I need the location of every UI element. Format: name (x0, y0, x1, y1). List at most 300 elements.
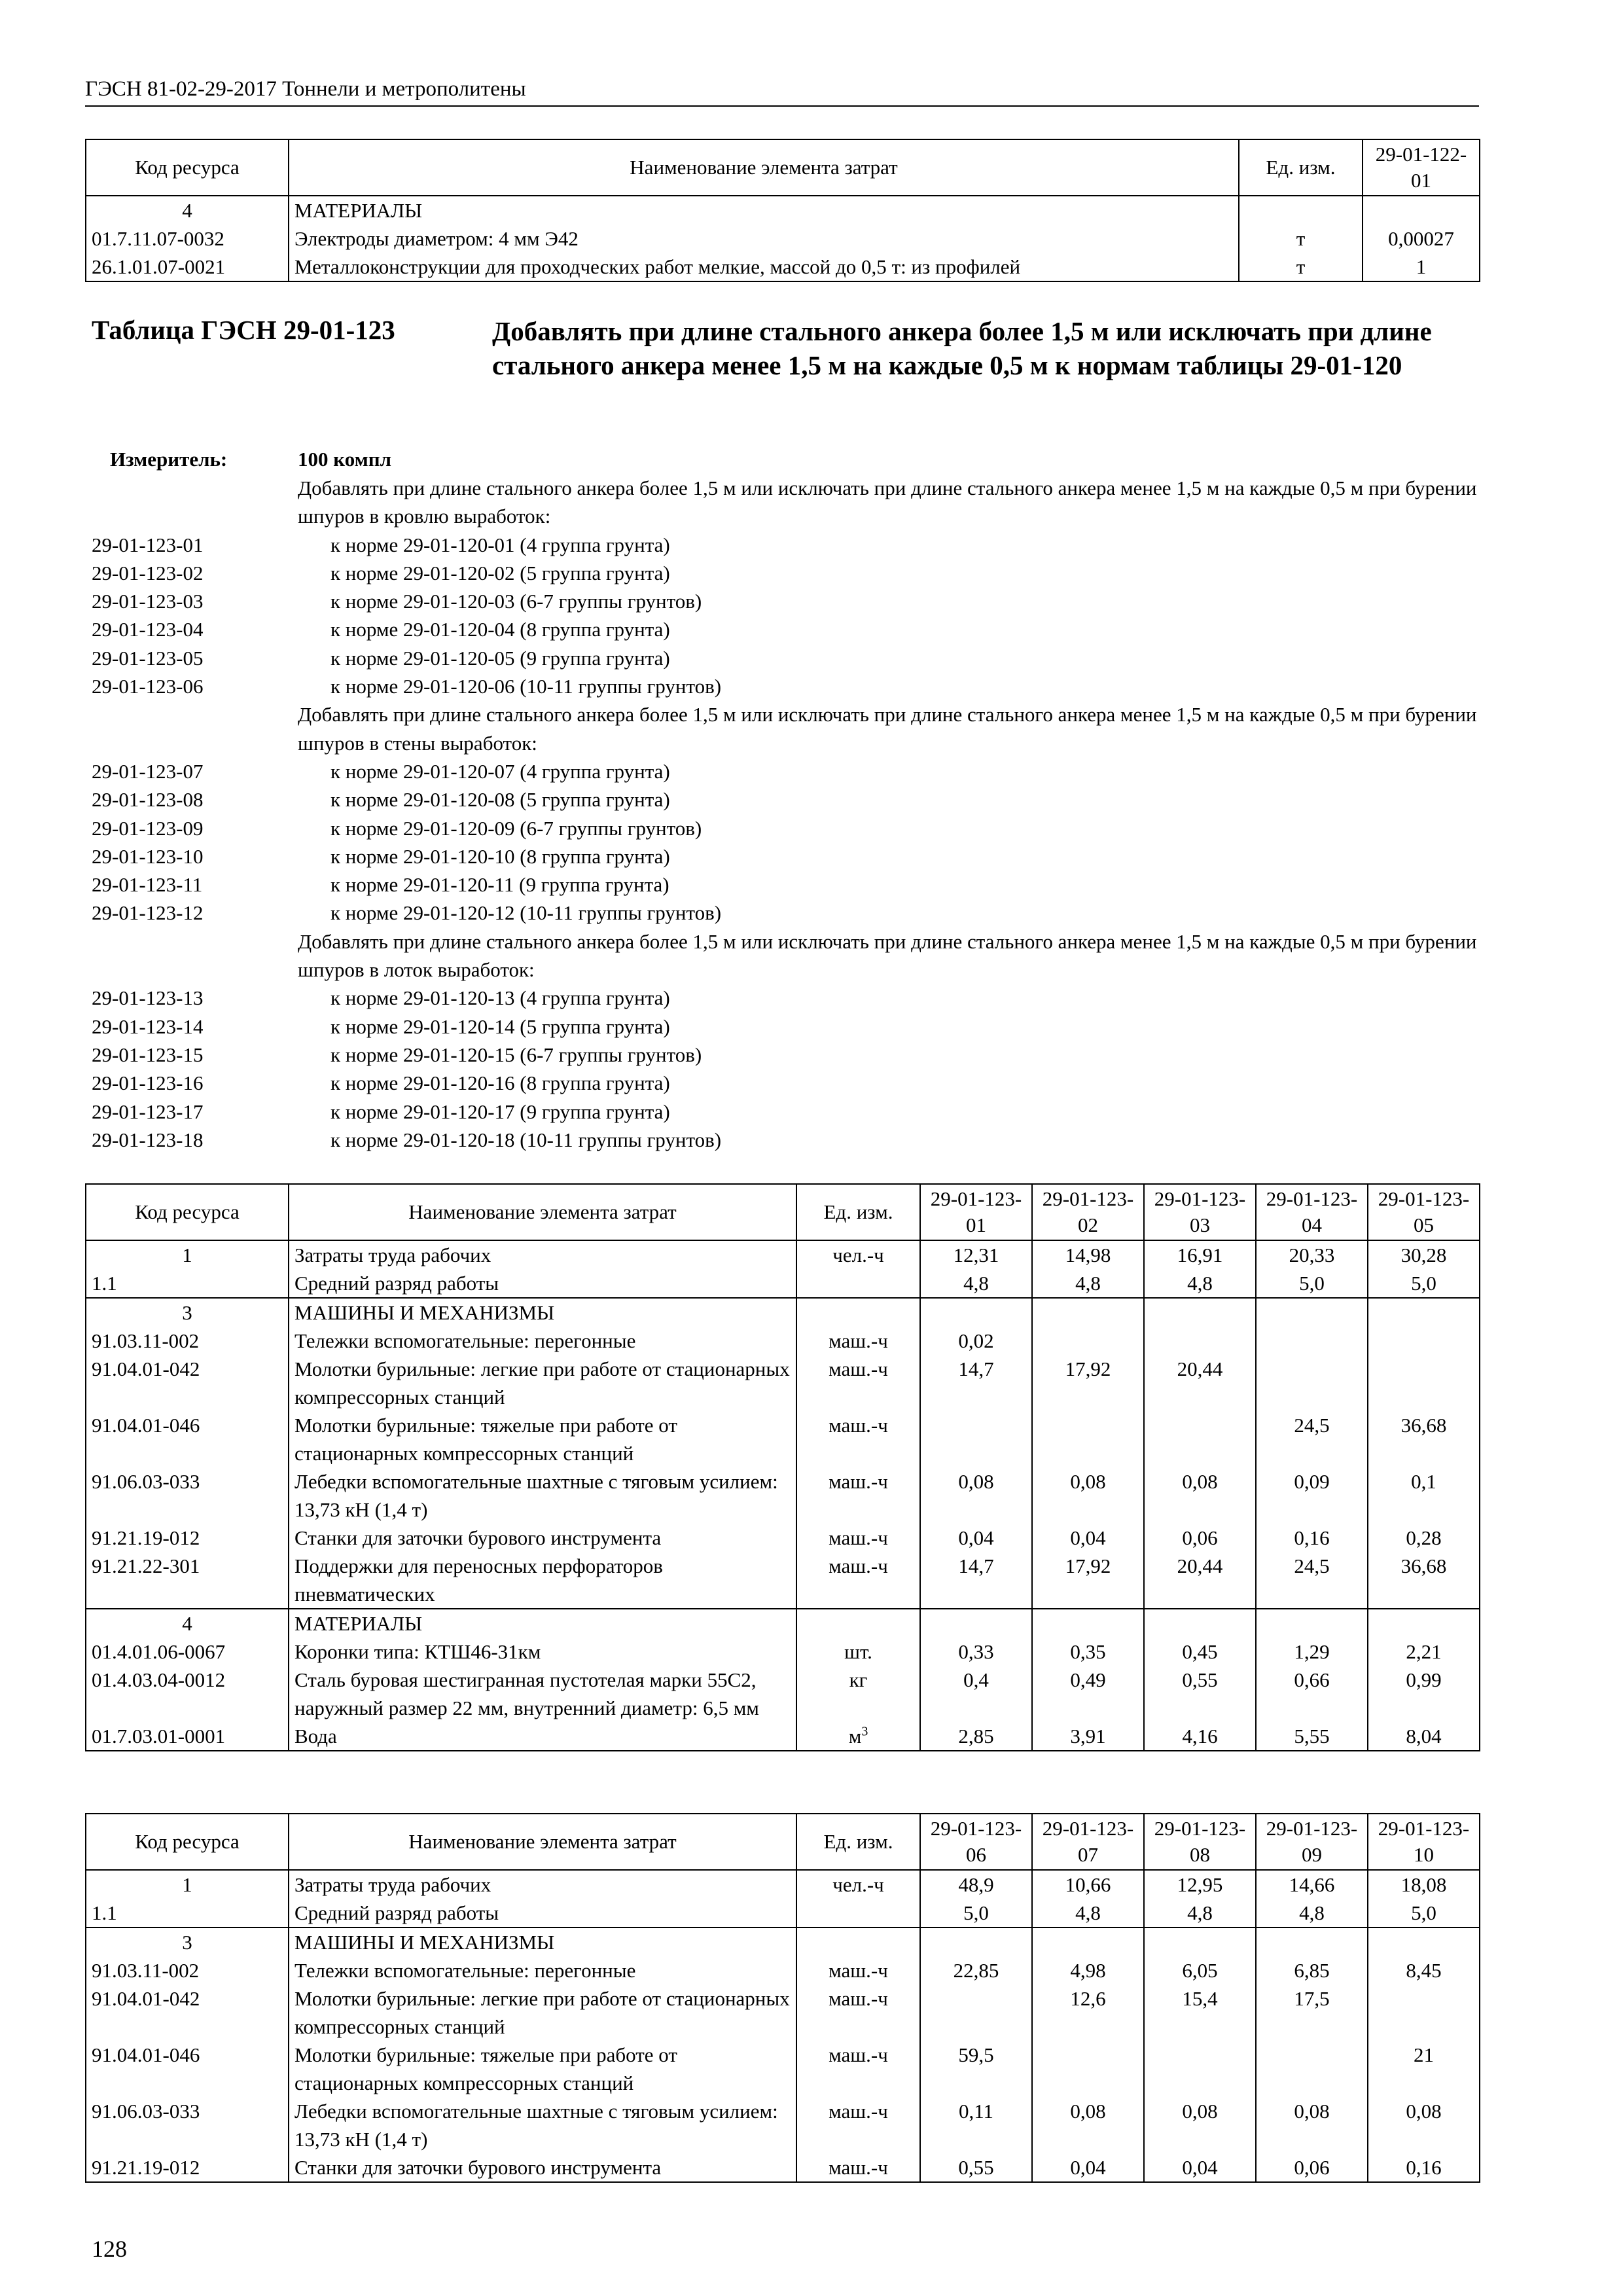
norm-value: 6,05 (1144, 1956, 1256, 1984)
norm-value: 14,7 (920, 1355, 1032, 1411)
resource-unit (796, 1355, 920, 1411)
table-row (86, 1722, 1480, 1751)
norm-reference: к норме 29-01-120-10 (8 группа грунта) (330, 844, 670, 868)
norm-reference: к норме 29-01-120-12 (10-11 группы грунтов) (330, 901, 722, 925)
resource-name: Станки для заточки бурового инструмента (289, 2153, 796, 2182)
norm-reference: к норме 29-01-120-06 (10-11 группы грунтов) (330, 675, 722, 698)
norm-value (1032, 1327, 1144, 1355)
table-row (86, 1327, 1480, 1355)
resource-code: 4 (86, 1609, 289, 1638)
resource-unit (796, 1552, 920, 1609)
unit-superscript: 3 (861, 1724, 868, 1739)
norm-value: 2,21 (1368, 1638, 1480, 1666)
resource-name: Поддержки для переносных перфораторов пневматических (289, 1552, 796, 1609)
norm-value: 8,04 (1368, 1722, 1480, 1751)
table-row (86, 253, 1480, 281)
norm-code: 29-01-123-09 (92, 816, 204, 840)
norm-value: 0,99 (1368, 1666, 1480, 1722)
norm-item (92, 1041, 1492, 1069)
norm-value: 20,44 (1144, 1552, 1256, 1609)
norm-value (920, 1928, 1032, 1956)
norm-value: 4,98 (1032, 1956, 1144, 1984)
table-row (86, 2153, 1480, 2182)
norm-value: 14,66 (1256, 1870, 1368, 1899)
norm-value (1144, 2041, 1256, 2097)
resource-name: Молотки бурильные: тяжелые при работе от стационарных компрессорных станций (289, 1411, 796, 1467)
unit-text: маш.-ч (829, 1526, 888, 1549)
norm-value: 0,04 (920, 1524, 1032, 1552)
norm-value (1144, 1327, 1256, 1355)
norm-value: 0,45 (1144, 1638, 1256, 1666)
resource-table-2 (85, 1813, 1480, 2183)
norm-value: 5,0 (920, 1899, 1032, 1928)
column-header: 29-01-123-02 (1032, 1184, 1144, 1240)
resource-code: 91.21.22-301 (86, 1552, 289, 1609)
norm-item (92, 531, 1492, 559)
norm-value (1368, 1355, 1480, 1411)
resource-code: 91.03.11-002 (86, 1327, 289, 1355)
section-name: МАТЕРИАЛЫ (289, 196, 1239, 224)
norm-value: 0,06 (1144, 1524, 1256, 1552)
unit-text: маш.-ч (829, 1357, 888, 1380)
resource-name: Сталь буровая шестигранная пустотелая марки 55С2, наружный размер 22 мм, внутренний диаметр: 6,5 мм (289, 1666, 796, 1722)
unit-text: чел.-ч (832, 1244, 884, 1266)
resource-value: 0,00027 (1363, 224, 1480, 253)
norm-code: 29-01-123-17 (92, 1100, 204, 1123)
norm-value: 0,49 (1032, 1666, 1144, 1722)
norm-value: 0,08 (1144, 1467, 1256, 1524)
resource-unit (796, 1240, 920, 1269)
norm-item (92, 757, 1492, 785)
table-row (86, 1609, 1480, 1638)
norm-value: 0,04 (1032, 1524, 1144, 1552)
column-header: Код ресурса (86, 1814, 289, 1870)
norm-value: 6,85 (1256, 1956, 1368, 1984)
norm-value: 18,08 (1368, 1870, 1480, 1899)
resource-code: 1 (86, 1240, 289, 1269)
norm-value: 8,45 (1368, 1956, 1480, 1984)
norm-value: 4,8 (1256, 1899, 1368, 1928)
table-row (86, 1467, 1480, 1524)
measure-value: 100 компл (298, 448, 391, 471)
table-row (86, 224, 1480, 253)
top-resource-table (85, 139, 1480, 282)
resource-name: Средний разряд работы (289, 1899, 796, 1928)
resource-code: 01.7.03.01-0001 (86, 1722, 289, 1751)
norm-value: 0,35 (1032, 1638, 1144, 1666)
norm-reference: к норме 29-01-120-13 (4 группа грунта) (330, 986, 670, 1010)
resource-name: Коронки типа: КТШ46-31км (289, 1638, 796, 1666)
resource-unit (796, 1666, 920, 1722)
norm-reference: к норме 29-01-120-11 (9 группа грунта) (330, 873, 669, 897)
resource-unit (796, 2097, 920, 2153)
resource-name: Электроды диаметром: 4 мм Э42 (289, 224, 1239, 253)
resource-unit (796, 2041, 920, 2097)
unit-text: маш.-ч (829, 1329, 888, 1352)
norm-item (92, 785, 1492, 814)
column-header: Ед. изм. (796, 1184, 920, 1240)
norm-value: 22,85 (920, 1956, 1032, 1984)
norm-value (1256, 1928, 1368, 1956)
unit-text: маш.-ч (829, 2100, 888, 2123)
resource-code: 3 (86, 1298, 289, 1327)
resource-name: Тележки вспомогательные: перегонные (289, 1327, 796, 1355)
resource-name: Средний разряд работы (289, 1269, 796, 1298)
norm-code: 29-01-123-04 (92, 618, 204, 641)
resource-unit (796, 1609, 920, 1638)
norm-value: 12,95 (1144, 1870, 1256, 1899)
column-header: 29-01-123-06 (920, 1814, 1032, 1870)
norm-reference: к норме 29-01-120-09 (6-7 группы грунтов) (330, 816, 702, 840)
norm-code: 29-01-123-06 (92, 675, 204, 698)
norm-code: 29-01-123-14 (92, 1014, 204, 1038)
table-description: Добавлять при длине стального анкера более 1,5 м или исключать при длине стального анкера менее 1,5 м на каждые 0,5 м к нормам таблицы 29-01-120 (492, 316, 1432, 380)
resource-name: Лебедки вспомогательные шахтные с тяговым усилием: 13,73 кН (1,4 т) (289, 2097, 796, 2153)
norm-value: 0,66 (1256, 1666, 1368, 1722)
norm-value (1032, 2041, 1144, 2097)
norm-value: 5,55 (1256, 1722, 1368, 1751)
column-header: 29-01-123-05 (1368, 1184, 1480, 1240)
norm-value: 36,68 (1368, 1552, 1480, 1609)
table-row (86, 1666, 1480, 1722)
norm-value: 0,16 (1256, 1524, 1368, 1552)
resource-name: Молотки бурильные: легкие при работе от стационарных компрессорных станций (289, 1984, 796, 2041)
column-header: 29-01-123-09 (1256, 1814, 1368, 1870)
norm-value: 20,44 (1144, 1355, 1256, 1411)
norm-code: 29-01-123-10 (92, 844, 204, 868)
resource-code: 01.4.03.04-0012 (86, 1666, 289, 1722)
unit-text: маш.-ч (829, 1987, 888, 2010)
resource-code: 26.1.01.07-0021 (86, 253, 289, 281)
norm-code: 29-01-123-07 (92, 759, 204, 783)
norm-value: 0,08 (920, 1467, 1032, 1524)
norm-code: 29-01-123-15 (92, 1043, 204, 1066)
norm-value (1032, 1411, 1144, 1467)
norm-value: 0,33 (920, 1638, 1032, 1666)
resource-table-1 (85, 1183, 1480, 1751)
unit-text: маш.-ч (829, 1414, 888, 1437)
norm-value: 15,4 (1144, 1984, 1256, 2041)
norm-reference: к норме 29-01-120-08 (5 группа грунта) (330, 788, 670, 812)
resource-name: МАШИНЫ И МЕХАНИЗМЫ (289, 1298, 796, 1327)
norm-value (1368, 1928, 1480, 1956)
resource-unit (796, 1899, 920, 1928)
table-row (86, 1984, 1480, 2041)
norm-item (92, 1098, 1492, 1126)
norm-code: 29-01-123-16 (92, 1071, 204, 1095)
norm-reference: к норме 29-01-120-15 (6-7 группы грунтов) (330, 1043, 702, 1066)
resource-code: 91.06.03-033 (86, 2097, 289, 2153)
norm-value: 12,6 (1032, 1984, 1144, 2041)
table-row (86, 1269, 1480, 1298)
norm-value (1144, 1609, 1256, 1638)
norm-value (920, 1411, 1032, 1467)
unit-text: чел.-ч (832, 1873, 884, 1896)
column-header: 29-01-123-08 (1144, 1814, 1256, 1870)
norm-reference: к норме 29-01-120-04 (8 группа грунта) (330, 618, 670, 641)
norm-value: 17,92 (1032, 1355, 1144, 1411)
norm-reference: к норме 29-01-120-02 (5 группа грунта) (330, 561, 670, 584)
page-number: 128 (92, 2236, 127, 2262)
norm-value: 36,68 (1368, 1411, 1480, 1467)
norm-value: 24,5 (1256, 1411, 1368, 1467)
unit-text: маш.-ч (829, 1470, 888, 1493)
resource-code: 91.04.01-046 (86, 2041, 289, 2097)
norm-value: 0,04 (1144, 2153, 1256, 2182)
norm-value (1368, 1609, 1480, 1638)
norm-value: 21 (1368, 2041, 1480, 2097)
norm-value: 3,91 (1032, 1722, 1144, 1751)
norm-value (1368, 1327, 1480, 1355)
norm-item (92, 984, 1492, 1012)
norm-value: 4,16 (1144, 1722, 1256, 1751)
norm-value: 12,31 (920, 1240, 1032, 1269)
resource-name: МАТЕРИАЛЫ (289, 1609, 796, 1638)
norm-value: 17,5 (1256, 1984, 1368, 2041)
measure-label: Измеритель: (110, 448, 228, 471)
table-row (86, 1956, 1480, 1984)
col-header-norm: 29-01-122-01 (1363, 139, 1480, 196)
norm-value: 14,7 (920, 1552, 1032, 1609)
resource-unit: т (1239, 224, 1363, 253)
resource-code: 1.1 (86, 1269, 289, 1298)
resource-code: 1.1 (86, 1899, 289, 1928)
table-title: Таблица ГЭСН 29-01-123 (92, 315, 395, 345)
col-header-unit: Ед. изм. (1239, 139, 1363, 196)
resource-code: 91.06.03-033 (86, 1467, 289, 1524)
norm-value: 0,08 (1256, 2097, 1368, 2153)
resource-code: 91.03.11-002 (86, 1956, 289, 1984)
norm-value: 4,8 (1032, 1899, 1144, 1928)
norm-value (1256, 2041, 1368, 2097)
unit-text: шт. (844, 1640, 872, 1663)
norm-value: 0,04 (1032, 2153, 1144, 2182)
group-description: Добавлять при длине стального анкера более 1,5 м или исключать при длине стального анкера менее 1,5 м на каждые 0,5 м при бурении шпуров в кровлю выработок: (298, 476, 1477, 528)
norm-value (1032, 1609, 1144, 1638)
norm-value: 0,02 (920, 1327, 1032, 1355)
norm-value: 0,08 (1032, 2097, 1144, 2153)
norm-code: 29-01-123-12 (92, 901, 204, 925)
norm-value (1144, 1411, 1256, 1467)
col-header-code: Код ресурса (86, 139, 289, 196)
norm-value: 30,28 (1368, 1240, 1480, 1269)
norm-value: 24,5 (1256, 1552, 1368, 1609)
norm-item (92, 1126, 1492, 1154)
norm-value: 0,55 (920, 2153, 1032, 2182)
norm-value: 0,4 (920, 1666, 1032, 1722)
resource-name: Вода (289, 1722, 796, 1751)
unit-text: маш.-ч (829, 1554, 888, 1577)
norm-value (920, 1298, 1032, 1327)
norm-reference: к норме 29-01-120-07 (4 группа грунта) (330, 759, 670, 783)
resource-name: Станки для заточки бурового инструмента (289, 1524, 796, 1552)
resource-unit (796, 2153, 920, 2182)
norm-value: 0,08 (1368, 2097, 1480, 2153)
norm-item (92, 842, 1492, 870)
resource-unit (796, 1269, 920, 1298)
norm-value: 10,66 (1032, 1870, 1144, 1899)
norm-value: 16,91 (1144, 1240, 1256, 1269)
resource-unit (796, 1298, 920, 1327)
norm-value: 5,0 (1368, 1899, 1480, 1928)
resource-name: Тележки вспомогательные: перегонные (289, 1956, 796, 1984)
norm-value: 1,29 (1256, 1638, 1368, 1666)
norm-value (920, 1984, 1032, 2041)
norm-reference: к норме 29-01-120-16 (8 группа грунта) (330, 1071, 670, 1095)
norm-value: 14,98 (1032, 1240, 1144, 1269)
resource-unit (796, 1928, 920, 1956)
norm-value (920, 1609, 1032, 1638)
norm-code: 29-01-123-13 (92, 986, 204, 1010)
resource-name: Лебедки вспомогательные шахтные с тяговым усилием: 13,73 кН (1,4 т) (289, 1467, 796, 1524)
resource-code: 91.04.01-046 (86, 1411, 289, 1467)
norm-value: 59,5 (920, 2041, 1032, 2097)
column-header: Ед. изм. (796, 1814, 920, 1870)
unit-text: маш.-ч (829, 2156, 888, 2179)
resource-unit (796, 1722, 920, 1751)
table-row (86, 1928, 1480, 1956)
norm-value: 4,8 (1144, 1899, 1256, 1928)
column-header: 29-01-123-04 (1256, 1184, 1368, 1240)
resource-name: МАШИНЫ И МЕХАНИЗМЫ (289, 1928, 796, 1956)
resource-unit (796, 1524, 920, 1552)
norm-item (92, 870, 1492, 899)
group-description: Добавлять при длине стального анкера более 1,5 м или исключать при длине стального анкера менее 1,5 м на каждые 0,5 м при бурении шпуров в лоток выработок: (298, 929, 1477, 982)
norm-value: 48,9 (920, 1870, 1032, 1899)
norm-value: 5,0 (1368, 1269, 1480, 1298)
norm-value: 17,92 (1032, 1552, 1144, 1609)
unit-text: маш.-ч (829, 1959, 888, 1982)
group-description: Добавлять при длине стального анкера более 1,5 м или исключать при длине стального анкера менее 1,5 м на каждые 0,5 м при бурении шпуров в стены выработок: (298, 703, 1477, 755)
unit-text: кг (849, 1668, 868, 1691)
norm-value: 0,08 (1032, 1467, 1144, 1524)
resource-name: Металлоконструкции для проходческих работ мелкие, массой до 0,5 т: из профилей (289, 253, 1239, 281)
resource-code: 3 (86, 1928, 289, 1956)
resource-unit (796, 1984, 920, 2041)
unit-text: маш.-ч (829, 2043, 888, 2066)
resource-name: Затраты труда рабочих (289, 1870, 796, 1899)
norm-item (92, 672, 1492, 700)
table-row (86, 1298, 1480, 1327)
norm-code: 29-01-123-01 (92, 533, 204, 556)
table-row (86, 2097, 1480, 2153)
norm-item (92, 1013, 1492, 1041)
norm-reference: к норме 29-01-120-18 (10-11 группы грунтов) (330, 1128, 722, 1151)
norm-code: 29-01-123-11 (92, 873, 203, 897)
norm-reference: к норме 29-01-120-17 (9 группа грунта) (330, 1100, 670, 1123)
norm-code: 29-01-123-03 (92, 590, 204, 613)
table-row (86, 2041, 1480, 2097)
norm-value (1368, 1298, 1480, 1327)
col-header-name: Наименование элемента затрат (289, 139, 1239, 196)
table-row (86, 1638, 1480, 1666)
resource-unit (796, 1638, 920, 1666)
norm-reference: к норме 29-01-120-01 (4 группа грунта) (330, 533, 670, 556)
column-header: 29-01-123-07 (1032, 1814, 1144, 1870)
table-row (86, 1552, 1480, 1609)
norm-value: 0,06 (1256, 2153, 1368, 2182)
page-header: ГЭСН 81-02-29-2017 Тоннели и метрополитены (85, 77, 1479, 107)
resource-unit (796, 1956, 920, 1984)
unit-text: м (848, 1725, 862, 1748)
norm-value: 0,11 (920, 2097, 1032, 2153)
norm-value (1032, 1298, 1144, 1327)
resource-unit (796, 1327, 920, 1355)
resource-code: 91.04.01-042 (86, 1984, 289, 2041)
norm-item (92, 1069, 1492, 1097)
resource-code: 01.4.01.06-0067 (86, 1638, 289, 1666)
norm-code: 29-01-123-18 (92, 1128, 204, 1151)
table-row (86, 1870, 1480, 1899)
norm-item (92, 644, 1492, 672)
norm-value (1256, 1609, 1368, 1638)
norm-value: 0,28 (1368, 1524, 1480, 1552)
norm-value: 2,85 (920, 1722, 1032, 1751)
norm-value: 0,16 (1368, 2153, 1480, 2182)
resource-code: 91.21.19-012 (86, 2153, 289, 2182)
resource-unit: т (1239, 253, 1363, 281)
resource-name: Затраты труда рабочих (289, 1240, 796, 1269)
norm-value (1256, 1355, 1368, 1411)
norm-reference: к норме 29-01-120-03 (6-7 группы грунтов) (330, 590, 702, 613)
table-row (86, 1240, 1480, 1269)
norm-value: 0,55 (1144, 1666, 1256, 1722)
norm-item (92, 615, 1492, 643)
resource-unit (796, 1467, 920, 1524)
norm-value: 4,8 (1144, 1269, 1256, 1298)
table-row (86, 1411, 1480, 1467)
norm-item (92, 587, 1492, 615)
column-header: Наименование элемента затрат (289, 1814, 796, 1870)
resource-code: 01.7.11.07-0032 (86, 224, 289, 253)
norm-code: 29-01-123-05 (92, 646, 204, 670)
table-row (86, 1899, 1480, 1928)
column-header: 29-01-123-01 (920, 1184, 1032, 1240)
norm-value: 20,33 (1256, 1240, 1368, 1269)
norm-value: 0,09 (1256, 1467, 1368, 1524)
norm-item (92, 559, 1492, 587)
norm-value (1144, 1928, 1256, 1956)
norm-item (92, 814, 1492, 842)
column-header: Наименование элемента затрат (289, 1184, 796, 1240)
resource-unit (796, 1411, 920, 1467)
resource-code: 91.04.01-042 (86, 1355, 289, 1411)
column-header: Код ресурса (86, 1184, 289, 1240)
norms-list (92, 474, 1492, 1154)
norm-value (1144, 1298, 1256, 1327)
table-row (86, 1355, 1480, 1411)
norm-value (1256, 1327, 1368, 1355)
section-code: 4 (86, 196, 289, 224)
norm-value: 0,08 (1144, 2097, 1256, 2153)
norm-value (1032, 1928, 1144, 1956)
resource-code: 91.21.19-012 (86, 1524, 289, 1552)
column-header: 29-01-123-10 (1368, 1814, 1480, 1870)
norm-value (1368, 1984, 1480, 2041)
table-row (86, 1524, 1480, 1552)
resource-name: Молотки бурильные: тяжелые при работе от стационарных компрессорных станций (289, 2041, 796, 2097)
resource-code: 1 (86, 1870, 289, 1899)
norm-code: 29-01-123-02 (92, 561, 204, 584)
norm-code: 29-01-123-08 (92, 788, 204, 812)
norm-reference: к норме 29-01-120-05 (9 группа грунта) (330, 646, 670, 670)
norm-value (1256, 1298, 1368, 1327)
norm-value: 4,8 (1032, 1269, 1144, 1298)
resource-value: 1 (1363, 253, 1480, 281)
norm-value: 5,0 (1256, 1269, 1368, 1298)
column-header: 29-01-123-03 (1144, 1184, 1256, 1240)
norm-reference: к норме 29-01-120-14 (5 группа грунта) (330, 1014, 670, 1038)
